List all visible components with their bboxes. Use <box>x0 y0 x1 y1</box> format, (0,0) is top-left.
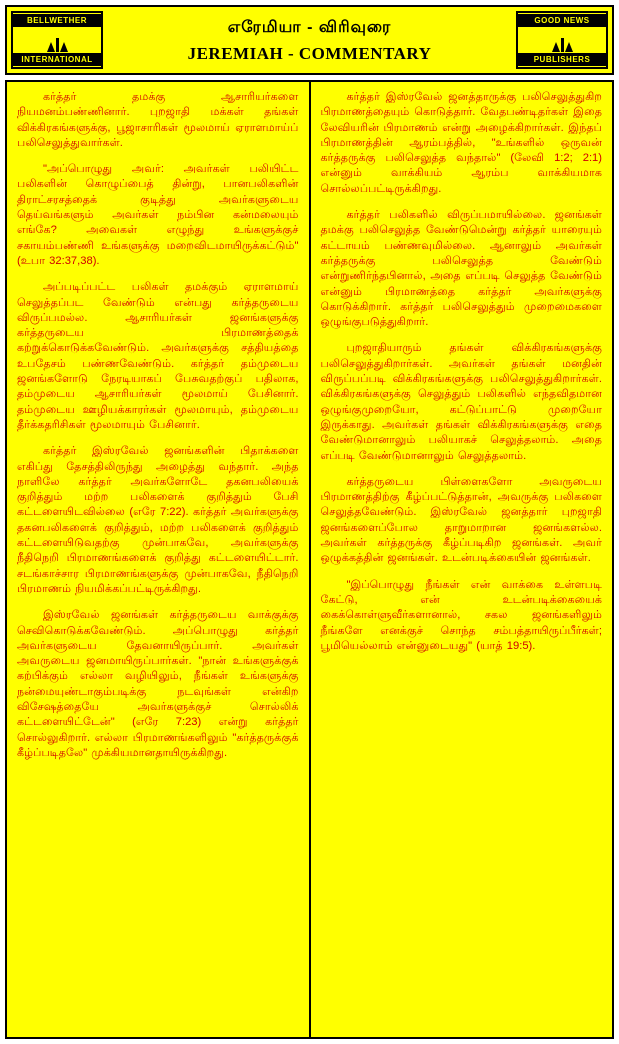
torch-icon <box>47 28 68 52</box>
lamp-icon <box>552 28 573 52</box>
good-news-publishers-logo <box>516 11 608 69</box>
paragraph: புறஜாதியாரும் தங்கள் விக்கிரகங்களுக்கு பலிசெலுத்துகிறார்கள். அவர்கள் தங்கள் மனதின் விருப்பப்படி விக்கிரகங்களுக்கு பலிசெலுத்துகிறார்கள். விக்கிரகங்களுக்கு செலுத்தும் பலிகளில் எந்தவிதமான ஒழுங்குமுறையோ, கட்டுப்பாட்டு முறையோ இருக்காது. அவர்கள் தங்கள் விக்கிரகங்களுக்கு எதை வேண்டுமானாலும் பலியாகச் செலுத்தலாம். அதை எப்படி வேண்டுமானாலும் செலுத்தலாம். <box>320 342 602 462</box>
title-tamil: எரேமியா - விரிவுரை <box>227 19 392 36</box>
paragraph: அப்படிப்பட்ட பலிகள் தமக்கும் ஏராளமாய் செலுத்தப்பட வேண்டும் என்பது கர்த்தருடைய விருப்பமல்ல. ஆசாரியர்கள் ஜனங்களுக்கு கர்த்தருடைய பிரமாணத்தைக் கற்றுக்கொடுக்கவேண்டும். அவர்களுக்கு சத்தியத்தை உபதேசம் பண்ணவேண்டும். கர்த்தர் தம்முடைய ஜனங்களோடு நேரடியாகப் பேசுவதற்குப் பதிலாக, தம்முடைய ஆசாரியர்கள் மூலமாய் பேசினார். தம்முடைய ஊழியக்காரர்கள் மூலமாயும், தம்முடைய தீர்க்கதரிசிகள் மூலமாயும் பேசினார். <box>17 281 299 431</box>
logo-right-line1: GOOD NEWS <box>518 14 606 27</box>
left-column <box>7 82 311 1037</box>
paragraph: கர்த்தர் இஸ்ரவேல் ஜனங்களின் பிதாக்களை எகிப்து தேசத்திலிருந்து அழைத்து வந்தார். அந்த நாளிலே கர்த்தர் அவர்களோடே தகனபலியைக் குறித்தும் மற்ற பலிகளைக் குறித்தும் பேசி கட்டளையிடவில்லை (எரே 7:22). கர்த்தர் அவர்களுக்கு தகனபலிகளைக் குறித்தும், மற்ற பலிகளைக் குறித்தும் கட்டளையிடுவதற்கு முன்பாகவே, அவர்களுக்கு நீதிநெறி பிரமாணங்களைக் குறித்து கட்டளையிட்டார். சடங்காச்சார பிரமாணங்களுக்கு முன்பாகவே, நீதிநெறி பிரமாணம் நியமிக்கப்பட்டிருக்கிறது. <box>17 445 299 595</box>
title-english: JEREMIAH - COMMENTARY <box>187 44 432 63</box>
paragraph: "இப்பொழுது நீங்கள் என் வாக்கை உள்ளபடி கேட்டு, என் உடன்படிக்கையைக் கைக்கொள்ளுவீர்களானால், சகல ஜனங்களிலும் நீங்களே எனக்குச் சொந்த சம்பத்தாயிருப்பீர்கள்; பூமியெல்லாம் என்னுடையது" (யாத் 19:5). <box>320 578 602 652</box>
right-column <box>311 82 613 1037</box>
page-header <box>5 5 614 75</box>
paragraph: கர்த்தர் தமக்கு ஆசாரியர்களை நியமனம்பண்ணினார். புறஜாதி மக்கள் தங்கள் விக்கிரகங்களுக்கு, பூஜாசாரிகள் மூலமாய் ஏராளமாய்ப் பலிசெலுத்துவார்கள். <box>17 91 299 149</box>
logo-left-line1: BELLWETHER <box>13 14 101 27</box>
paragraph: கர்த்தர் பலிகளில் விருப்பமாயில்லை. ஜனங்கள் தமக்கு பலிசெலுத்த வேண்டுமென்று கர்த்தர் யாரையும் கட்டாயம் பண்ணவுமில்லை. ஆனாலும் அவர்கள் கர்த்தருக்கு பலிசெலுத்த வேண்டும் என்றுணிர்ந்தபினால், அதை எப்படி செலுத்த வேண்டும் என்னும் பிரமாணத்தை கர்த்தர் அவர்களுக்கு கொடுக்கிறார். கர்த்தர் பலிசெலுத்தும் முறைமைகளை ஒழுங்குபடுத்துகிறார். <box>320 209 602 329</box>
paragraph: "அப்பொழுது அவர்: அவர்கள் பலியிட்ட பலிகளின் கொழுப்பைத் தின்று, பானபலிகளின் திராட்சரசத்தைக் குடித்து அவர்களுடைய தெய்வங்களும் அவர்கள் நம்பின கன்மலையும் எங்கே? அவைகள் எழுந்து உங்களுக்குச் சகாயம்பண்ணி உங்களுக்கு மறைவிடமாயிருக்கட்டும்" (உபா 32:37,38). <box>17 163 299 267</box>
page-body <box>5 80 614 1039</box>
logo-left-line2: INTERNATIONAL <box>13 53 101 66</box>
bellwether-international-logo <box>11 11 103 69</box>
paragraph: கர்த்தருடைய பிள்ளைகளோ அவருடைய பிரமாணத்திற்கு கீழ்ப்பட்டுத்தான், அவருக்கு பலிகளை செலுத்தவேண்டும். இஸ்ரவேல் ஜனத்தார் புறஜாதி ஜனங்களைப்போல தாறுமாறான ஜனங்களல்ல. அவர்கள் கர்த்தருக்கு கீழ்ப்படிகிற ஜனங்கள். அவர் ஒழுக்கத்தின் ஜனங்கள். உடன்படிக்கையின் ஜனங்கள். <box>320 475 602 565</box>
paragraph: இஸ்ரவேல் ஜனங்கள் கர்த்தருடைய வாக்குக்கு செவிகொடுக்கவேண்டும். அப்பொழுது கர்த்தர் அவர்களுடைய தேவனாயிருப்பார். அவர்கள் அவருடைய ஜனமாயிருப்பார்கள். "நான் உங்களுக்குக் கற்பிக்கும் எல்லா வழியிலும், நீங்கள் உங்களுக்கு நன்மையுண்டாகும்படிக்கு நடவுங்கள் என்கிற விசேஷத்தையே அவர்களுக்குச் சொல்லிக் கட்டளையிட்டேன்" (எரே 7:23) என்று கர்த்தர் சொல்லுகிறார். எல்லா பிரமாணங்களிலும் "கர்த்தருக்குக் கீழ்ப்படிதலே" முக்கியமானதாயிருக்கிறது. <box>17 609 299 759</box>
page-title <box>107 7 512 73</box>
paragraph: கர்த்தர் இஸ்ரவேல் ஜனத்தாருக்கு பலிசெலுத்துகிற பிரமாணத்தையும் கொடுத்தார். வேதபண்டிதர்கள் இதை லேவியரின் பிரமாணம் என்று அழைக்கிறார்கள். இந்தப் பிரமாணத்தின் ஆரம்பத்தில், "உங்களில் ஒருவன் கர்த்தருக்கு பலிசெலுத்த வந்தால்" (லேவி 1:2; 2:1) என்னும் வாக்கியம் ஆரம்ப வாக்கியமாக சொல்லப்பட்டிருக்கிறது. <box>320 91 602 195</box>
logo-right-line2: PUBLISHERS <box>518 53 606 66</box>
